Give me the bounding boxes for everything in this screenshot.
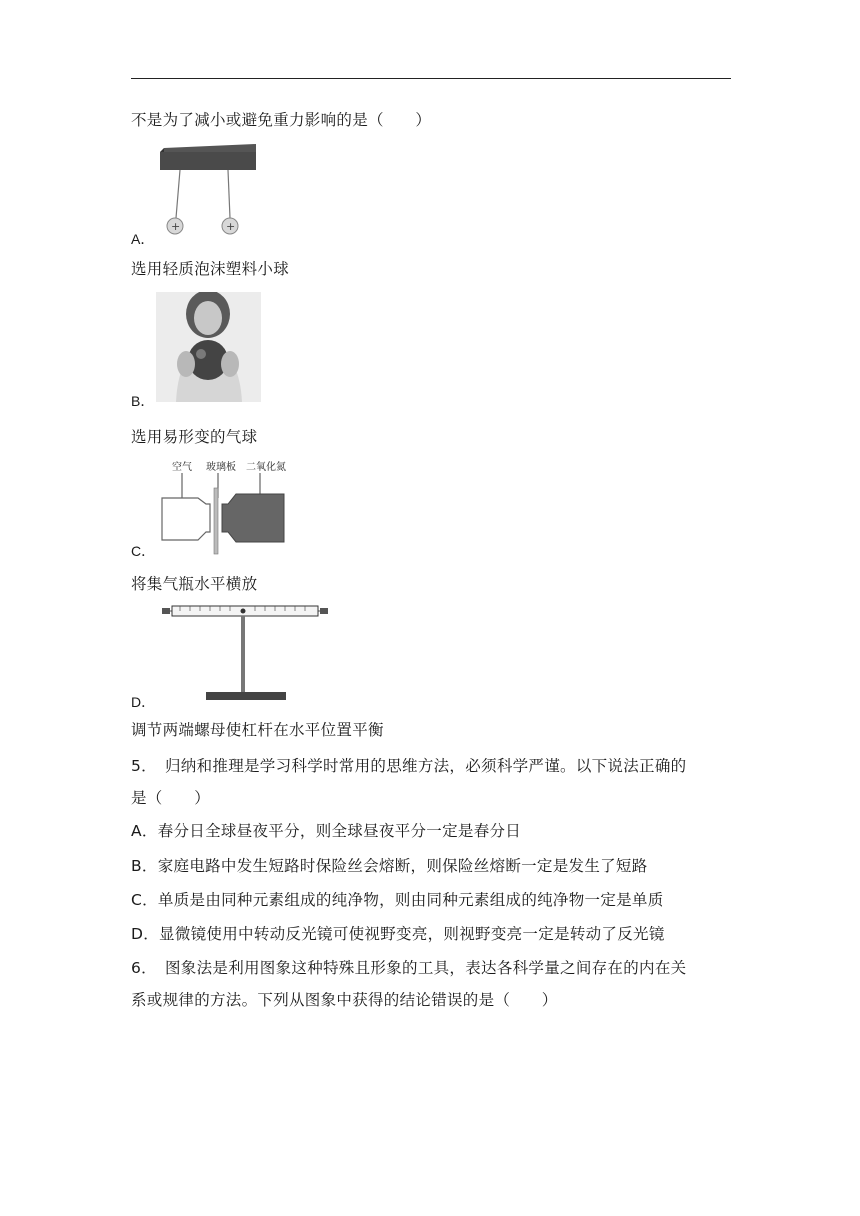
option-d-text: 调节两端螺母使杠杆在水平位置平衡 — [131, 721, 384, 739]
question5-option-d: D．显微镜使用中转动反光镜可使视野变亮，则视野变亮一定是转动了反光镜 — [131, 925, 665, 943]
option-a-text: 选用轻质泡沫塑料小球 — [131, 260, 290, 278]
question5-line1: 5． 归纳和推理是学习科学时常用的思维方法，必须科学严谨。以下说法正确的 — [131, 757, 687, 775]
question4-stem-tail: 不是为了减小或避免重力影响的是（ ） — [131, 111, 432, 129]
figure-d-lever-stand — [160, 602, 332, 704]
option-c-text: 将集气瓶水平横放 — [131, 575, 258, 593]
question5-option-a: A．春分日全球昼夜平分，则全球昼夜平分一定是春分日 — [131, 822, 522, 840]
question5-option-b: B．家庭电路中发生短路时保险丝会熔断，则保险丝熔断一定是发生了短路 — [131, 857, 648, 875]
question5-line2: 是（ ） — [131, 789, 211, 807]
option-b-letter: B． — [131, 393, 155, 409]
option-a-letter: A． — [131, 231, 155, 247]
figure-c-label-air: 空气 — [172, 462, 192, 473]
figure-c-gas-bottles — [158, 458, 298, 558]
question5-option-c: C．单质是由同种元素组成的纯净物，则由同种元素组成的纯净物一定是单质 — [131, 891, 664, 909]
figure-a-charged-balls — [158, 142, 258, 240]
svg-text:+: + — [226, 220, 236, 233]
figure-b-balloon-photo — [156, 292, 261, 402]
option-c-letter: C． — [131, 543, 156, 559]
header-rule — [131, 78, 731, 79]
question6-line1: 6． 图象法是利用图象这种特殊且形象的工具，表达各科学量之间存在的内在关 — [131, 959, 687, 977]
figure-c-label-no2: 二氧化氮 — [246, 462, 286, 473]
option-d-letter: D． — [131, 694, 156, 710]
option-b-text: 选用易形变的气球 — [131, 428, 258, 446]
question6-line2: 系或规律的方法。下列从图象中获得的结论错误的是（ ） — [131, 991, 558, 1009]
figure-c-label-glass: 玻璃板 — [206, 462, 236, 473]
svg-text:+: + — [171, 220, 181, 233]
